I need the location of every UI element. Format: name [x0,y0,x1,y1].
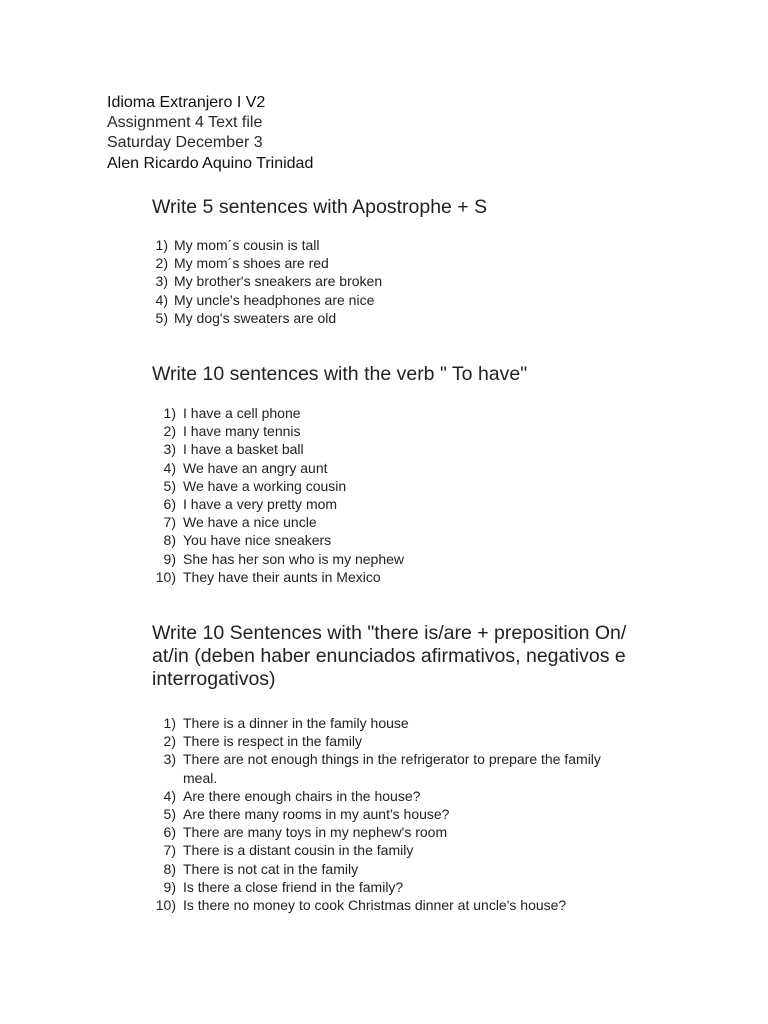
list-item: There is a distant cousin in the family [183,842,414,859]
list-item: There is a dinner in the family house [183,715,409,731]
section-2-title: Write 10 sentences with the verb " To have" [152,363,528,385]
list-item-number: 4) [163,787,176,804]
student-name: Alen Ricardo Aquino Trinidad [107,155,314,172]
date-line: Saturday December 3 [107,134,263,151]
section-3-title-line-1: Write 10 Sentences with "there is/are + preposition On/ [152,622,627,644]
list-item: meal. [183,769,218,786]
list-item-number: 3) [163,751,176,768]
list-item: There are not enough things in the refrigerator to prepare the family [183,751,601,768]
list-item: Are there many rooms in my aunt's house? [183,806,450,822]
list-item-number: 2) [163,733,176,750]
list-item-number: 1) [163,715,176,731]
section-3-title-line-2: at/in (deben haber enunciados afirmativos, negativos e [152,645,626,667]
list-item-number: 1) [155,237,168,253]
list-item: Is there no money to cook Christmas dinner at uncle's house? [183,897,567,913]
list-item: My mom´s shoes are red [174,255,329,272]
list-item: I have a very pretty mom [183,496,338,512]
list-item: My dog's sweaters are old [174,309,337,326]
list-item-number: 5) [155,309,168,326]
list-item: We have an angry aunt [183,459,328,476]
list-item: I have a cell phone [183,405,301,421]
list-item-number: 10) [155,897,176,913]
list-item: We have a working cousin [183,477,347,494]
list-item-number: 10) [155,568,176,585]
list-item: We have a nice uncle [183,514,317,531]
list-item: Is there a close friend in the family? [183,878,404,895]
list-item: I have a basket ball [183,441,304,458]
list-item-number: 9) [163,550,176,567]
list-item-number: 8) [163,532,176,549]
list-item-number: 3) [155,273,168,290]
list-item-number: 4) [155,291,168,308]
list-item-number: 2) [163,423,176,440]
list-item: There is not cat in the family [183,860,359,877]
list-item: There are many toys in my nephew's room [183,824,448,841]
list-item-number: 8) [163,860,176,877]
list-item-number: 1) [163,405,176,421]
course-title: Idioma Extranjero I V2 [107,94,266,111]
list-item: Are there enough chairs in the house? [183,787,421,804]
list-item-number: 6) [163,824,176,841]
list-item-number: 7) [163,514,176,531]
list-item: My uncle's headphones are nice [174,291,375,308]
list-item: My brother's sneakers are broken [174,273,383,290]
list-item-number: 5) [163,477,176,494]
list-item-number: 7) [163,842,176,859]
section-3-title-line-3: interrogativos) [152,668,276,690]
section-1-title: Write 5 sentences with Apostrophe + S [152,196,488,218]
list-item: You have nice sneakers [183,532,332,549]
list-item: They have their aunts in Mexico [183,568,381,585]
list-item-number: 6) [163,496,176,512]
list-item-number: 9) [163,878,176,895]
list-item-number: 2) [155,255,168,272]
list-item-number: 5) [163,806,176,822]
list-item: There is respect in the family [183,733,362,750]
list-item-number: 4) [163,459,176,476]
list-item: She has her son who is my nephew [183,550,405,567]
list-item: I have many tennis [183,423,301,440]
list-item: My mom´s cousin is tall [174,237,320,253]
assignment-title: Assignment 4 Text file [107,114,263,131]
list-item-number: 3) [163,441,176,458]
